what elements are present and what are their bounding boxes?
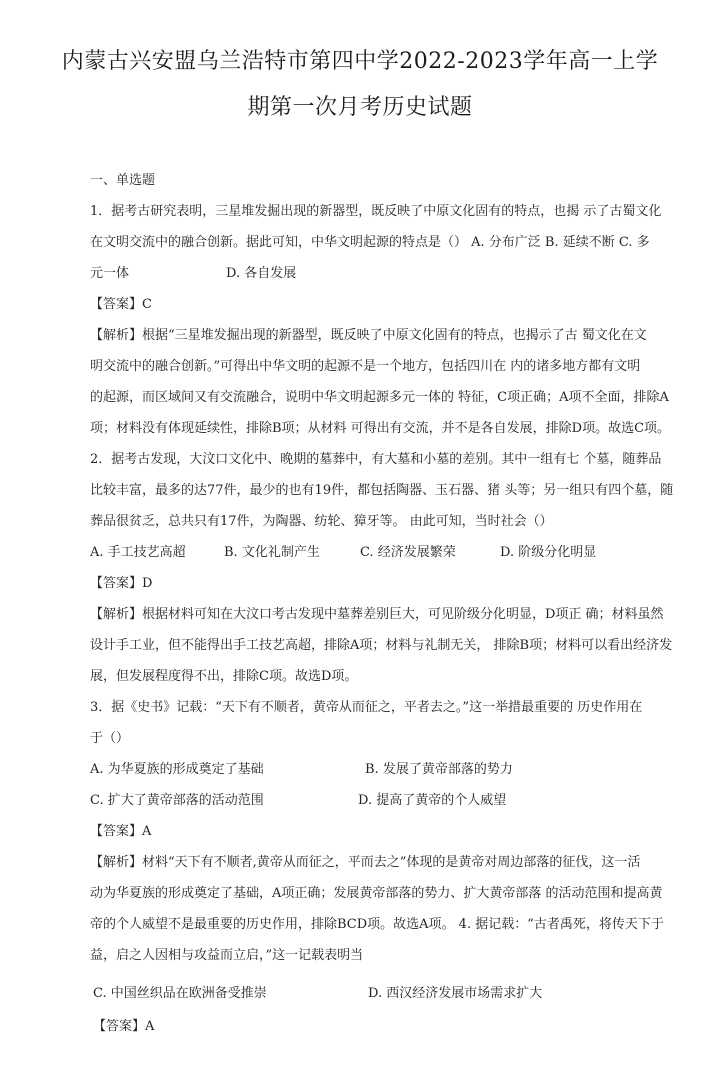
q3-analysis-line-2: 动为华夏族的形成奠定了基础，A项正确；发展黄帝部落的势力、扩大黄帝部落 的活动范围和提高黄	[90, 886, 663, 901]
q1-analysis-line-1: 【解析】根据“三星堆发掘出现的新器型，既反映了中原文化固有的特点，也揭示了古 蜀文化在文	[90, 328, 647, 343]
q2-analysis-line-2: 设计手工业，但不能得出手工技艺高超，排除A项；材料与礼制无关， 排除B项；材料可以看出经济发	[90, 638, 673, 653]
q4-option-d: D. 西汉经济发展市场需求扩大	[368, 986, 543, 1001]
q3-analysis-line-3: 帝的个人威望不是最重要的历史作用，排除BCD项。故选A项。 4. 据记载：“古者禹死，将传天下于	[90, 917, 664, 932]
doc-title-line-1: 内蒙古兴安盟乌兰浩特市第四中学2022-2023学年高一上学	[61, 49, 659, 74]
q3-stem-line-1: 3．据《史书》记载：“天下有不顺者，黄帝从而征之，平者去之。”这一举措最重要的 历史作用在	[90, 700, 643, 715]
q1-option-d: D. 各自发展	[226, 266, 297, 281]
q2-stem-line-2: 比较丰富，最多的达77件，最少的也有19件，都包括陶器、玉石器、猪 头等；另一组只有四个墓，随	[90, 483, 674, 498]
q3-option-c: C. 扩大了黄帝部落的活动范围	[90, 793, 264, 808]
q2-option-d: D. 阶级分化明显	[500, 545, 597, 560]
q1-stem-line-2: 在文明交流中的融合创新。据此可知，中华文明起源的特点是（） A. 分布广泛 B. 延续不断 C. 多	[90, 235, 650, 250]
q3-option-a: A. 为华夏族的形成奠定了基础	[90, 762, 264, 777]
q2-analysis-line-1: 【解析】根据材料可知在大汶口考古发现中墓葬差别巨大，可见阶级分化明显，D项正 确；材料虽然	[90, 607, 664, 622]
q1-stem-line-1: 1．据考古研究表明，三星堆发掘出现的新器型，既反映了中原文化固有的特点，也揭 示了古蜀文化	[90, 204, 662, 219]
q3-answer: 【答案】A	[90, 824, 152, 839]
q2-stem-line-3: 葬品很贫乏，总共只有17件，为陶器、纺轮、獐牙等。 由此可知，当时社会（）	[90, 514, 553, 529]
q1-analysis-line-4: 项；材料没有体现延续性，排除B项；从材料 可得出有交流，并不是各自发展，排除D项。故选C项。	[90, 421, 671, 436]
q1-analysis-line-3: 的起源，而区域间又有交流融合，说明中华文明起源多元一体的 特征，C项正确；A项不全面，排除A	[90, 390, 669, 405]
q2-option-b: B. 文化礼制产生	[224, 545, 320, 560]
q4-option-c: C. 中国丝织品在欧洲备受推崇	[93, 986, 267, 1001]
q2-stem-line-1: 2．据考古发现，大汶口文化中、晚期的墓葬中，有大墓和小墓的差别。其中一组有七 个墓，随葬品	[90, 452, 662, 467]
q1-answer: 【答案】C	[90, 297, 152, 312]
q3-analysis-line-4: 益，启之人因相与攻益而立启，”这一记载表明当	[90, 948, 364, 963]
q3-option-d: D. 提高了黄帝的个人威望	[358, 793, 507, 808]
section-heading: 一、单选题	[90, 173, 156, 188]
q1-analysis-line-2: 明交流中的融合创新。”可得出中华文明的起源不是一个地方，包括四川在 内的诸多地方都有文明	[90, 359, 641, 374]
q3-option-b: B. 发展了黄帝部落的势力	[365, 762, 513, 777]
q2-option-c: C. 经济发展繁荣	[360, 545, 456, 560]
doc-title-line-2: 期第一次月考历史试题	[247, 95, 473, 120]
q3-analysis-line-1: 【解析】材料“天下有不顺者,黄帝从而征之，平而去之”体现的是黄帝对周边部落的征伐，这一活	[90, 855, 641, 870]
q3-stem-line-2: 于（）	[90, 731, 130, 746]
q1-stem-line-3: 元一体	[90, 266, 130, 281]
q2-answer: 【答案】D	[90, 576, 153, 591]
q2-analysis-line-3: 展，但发展程度得不出，排除C项。故选D项。	[90, 669, 358, 684]
q4-answer: 【答案】A	[93, 1019, 155, 1034]
q2-option-a: A. 手工技艺高超	[90, 545, 186, 560]
